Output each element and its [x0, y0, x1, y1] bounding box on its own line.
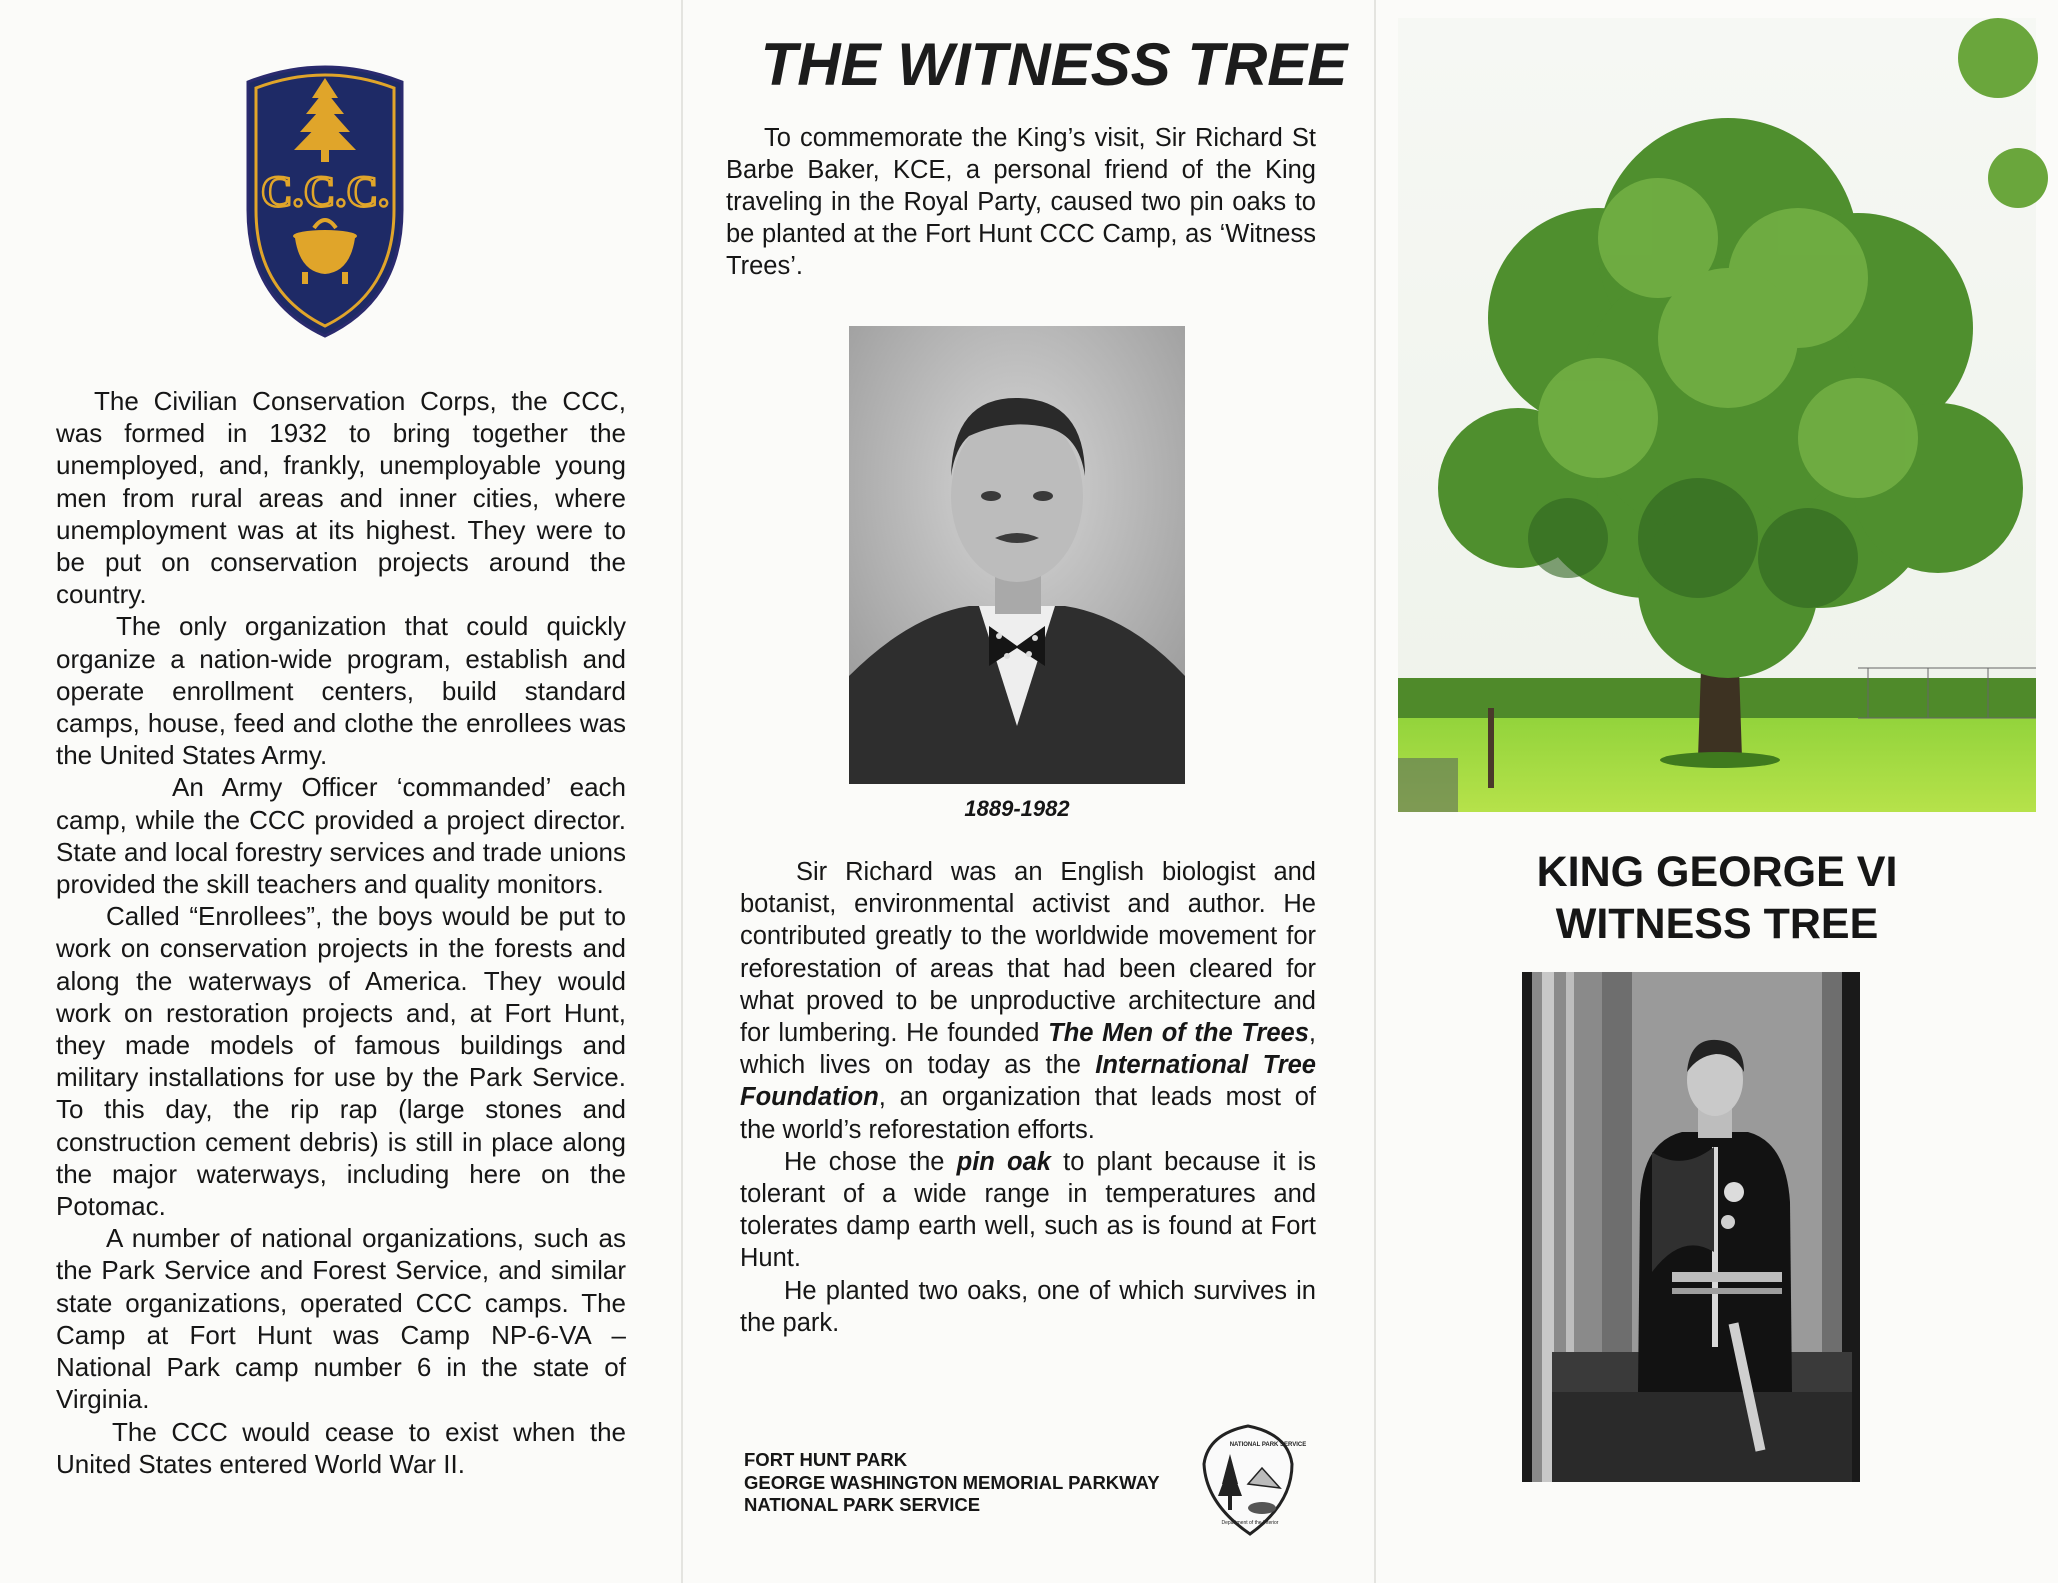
patch-letters: C.C.C.: [260, 167, 390, 216]
credit-line: GEORGE WASHINGTON MEMORIAL PARKWAY: [744, 1471, 1160, 1493]
title-line: KING GEORGE VI: [1536, 848, 1898, 896]
text-run: to plant because it is tolerant of a wide range in temperatures and tolerates damp earth well, such as is found at Fort Hunt.: [740, 1147, 1316, 1273]
paragraph: A number of national organizations, such as the Park Service and Forest Service, and similar state organizations, operated CCC camps. The Camp at Fort Hunt was Camp NP-6-VA – National Park camp number 6 in the state of Virginia.: [56, 1223, 626, 1415]
portrait-photo-king-george-vi: [1522, 972, 1860, 1482]
bio-paragraph: [740, 1146, 1316, 1275]
nps-logo-top-text: NATIONAL PARK SERVICE: [1229, 1442, 1307, 1448]
paragraph: The CCC would cease to exist when the United States entered World War II.: [56, 1416, 626, 1479]
page-title: THE WITNESS TREE: [760, 31, 1348, 98]
middle-panel: [684, 0, 1374, 1583]
nps-arrowhead-logo: [1200, 1424, 1307, 1536]
paragraph: Called “Enrollees”, the boys would be put to work on conservation projects in the forests and along the waterways of America. They would work on restoration projects and, at Fort Hunt, they made models of famous buildings and military installations for use by the Park Service. To this day, the rip rap (large stones and construction cement debris) is still in place along the major waterways, including here on the Potomac.: [56, 901, 626, 1222]
paragraph: An Army Officer ‘commanded’ each camp, while the CCC provided a project director. State and local forestry services and trade unions provided the skill teachers and quality monitors.: [56, 772, 626, 900]
bio-paragraph: He planted two oaks, one of which survives in the park.: [740, 1276, 1316, 1337]
credit-line: FORT HUNT PARK: [744, 1449, 908, 1470]
ccc-patch-emblem: [240, 60, 410, 340]
paragraph: The Civilian Conservation Corps, the CCC, was formed in 1932 to bring together the unemployed, and, frankly, unemployable young men from rural areas and inner cities, where unemployment was at its highest. They were to be put on conservation projects around the country.: [56, 386, 626, 610]
text-run: , an organization that leads most of the world’s reforestation efforts.: [740, 1083, 1316, 1144]
title-line: WITNESS TREE: [1555, 900, 1879, 948]
credit-line: NATIONAL PARK SERVICE: [744, 1494, 981, 1515]
witness-tree-photo: [1398, 18, 2036, 812]
publisher-credits: [744, 1449, 1160, 1517]
portrait-caption: 1889-1982: [964, 796, 1070, 821]
witness-tree-title: [1376, 846, 2058, 950]
left-panel: [0, 0, 682, 1583]
emphasis-men-of-the-trees: The Men of the Trees: [1048, 1019, 1309, 1048]
text-run: Sir Richard was an English biologist and botanist, environmental activist and author. He contributed greatly to the worldwide movement for reforestation of areas that had been cleared for what proved to be unproductive architecture and for lumbering. He founded: [740, 858, 1316, 1048]
emphasis-pin-oak: pin oak: [956, 1147, 1051, 1176]
emphasis-international-tree-foundation: International Tree Foundation: [740, 1051, 1316, 1112]
text-run: , which lives on today as the: [740, 1019, 1316, 1080]
portrait-photo-richard-st-barbe-baker: [849, 326, 1185, 784]
paragraph: The only organization that could quickly organize a nation-wide program, establish and operate enrollment centers, build standard camps, house, feed and clothe the enrollees was the United States Army.: [56, 611, 626, 771]
biography-text: [740, 856, 1316, 1339]
ccc-history-text: [56, 385, 626, 1480]
intro-paragraph: To commemorate the King’s visit, Sir Richard St Barbe Baker, KCE, a personal friend of the King traveling in the Royal Party, caused two pin oaks to be planted at the Fort Hunt CCC Camp, as ‘Witness Trees’.: [726, 124, 1316, 280]
bio-paragraph: [740, 856, 1316, 1146]
text-run: He chose the: [784, 1147, 957, 1176]
right-panel: [1376, 0, 2048, 1583]
nps-logo-bottom-text: Department of the Interior: [1221, 1520, 1279, 1526]
